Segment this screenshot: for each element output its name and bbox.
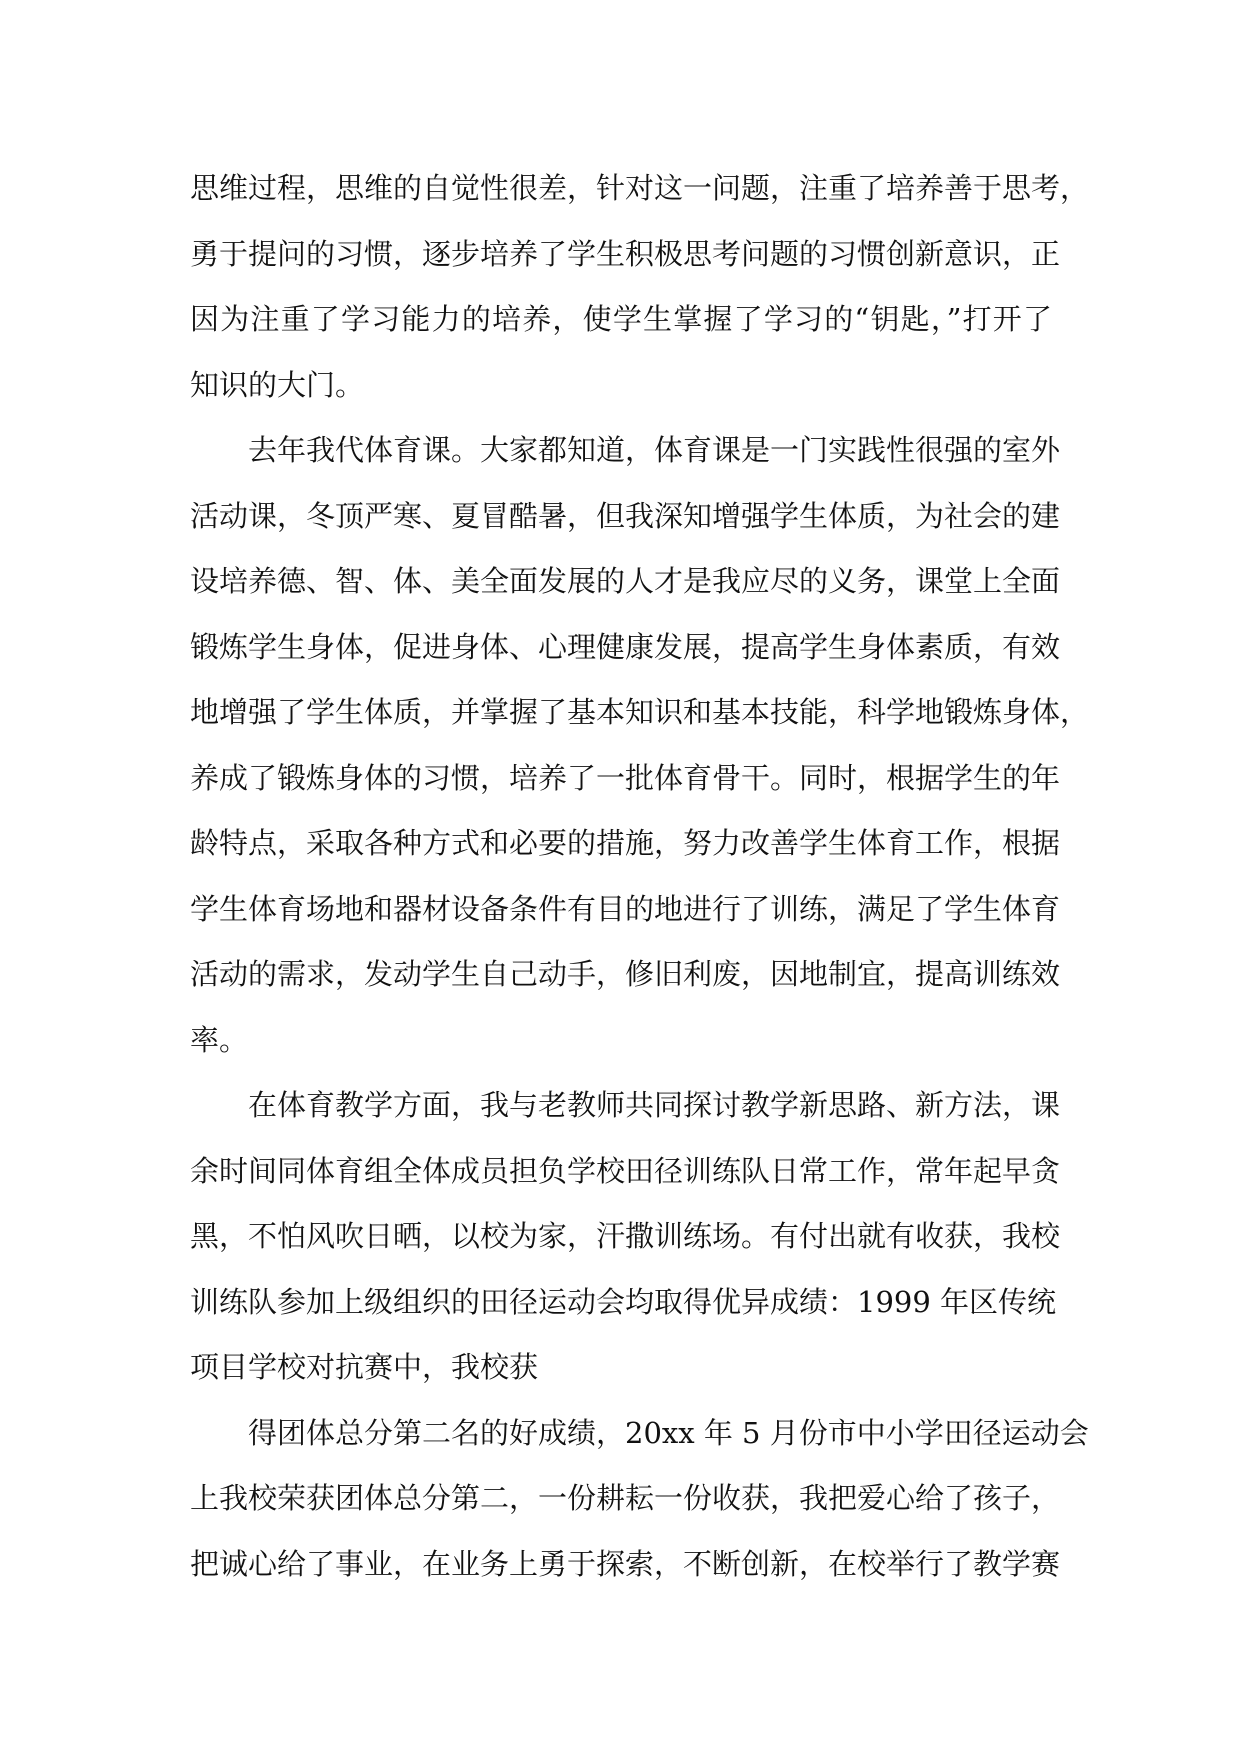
text-line: 养成了锻炼身体的习惯，培养了一批体育骨干。同时，根据学生的年 [190,760,1061,795]
text-line: 训练队参加上级组织的田径运动会均取得优异成绩：1999 年区传统 [190,1284,1057,1319]
text-line: 龄特点，采取各种方式和必要的措施，努力改善学生体育工作，根据 [190,826,1061,860]
text-line: 设培养德、智、体、美全面发展的人才是我应尽的义务，课堂上全面 [190,564,1061,598]
text-line: 思维过程，思维的自觉性很差，针对这一问题，注重了培养善于思考， [190,171,1090,205]
text-line: 得团体总分第二名的好成绩，20xx 年 5 月份市中小学田径运动会 [248,1415,1089,1450]
text-line: 因为注重了学习能力的培养，使学生掌握了学习的“钥匙，”打开了 [190,302,1052,336]
text-line: 活动的需求，发动学生自己动手，修旧利废，因地制宜，提高训练效 [190,957,1061,991]
text-line: 率。 [190,1022,249,1057]
text-line: 上我校荣获团体总分第二，一份耕耘一份收获，我把爱心给了孩子， [190,1481,1061,1515]
text-line: 余时间同体育组全体成员担负学校田径训练队日常工作，常年起早贪 [190,1153,1061,1188]
text-line: 项目学校对抗赛中，我校获 [190,1350,539,1384]
text-line: 知识的大门。 [190,367,365,402]
text-line: 活动课，冬顶严寒、夏冒酷暑，但我深知增强学生体质，为社会的建 [190,498,1061,533]
text-line: 学生体育场地和器材设备条件有目的地进行了训练，满足了学生体育 [190,891,1061,926]
text-line: 地增强了学生体质，并掌握了基本知识和基本技能，科学地锻炼身体， [190,695,1090,729]
text-line: 把诚心给了事业，在业务上勇于探索，不断创新，在校举行了教学赛 [190,1546,1061,1581]
body-text [190,156,1090,1597]
text-line: 在体育教学方面，我与老教师共同探讨教学新思路、新方法，课 [248,1088,1061,1122]
text-line: 锻炼学生身体，促进身体、心理健康发展，提高学生身体素质，有效 [190,629,1061,664]
text-line: 去年我代体育课。大家都知道，体育课是一门实践性很强的室外 [248,433,1061,467]
text-line: 勇于提问的习惯，逐步培养了学生积极思考问题的习惯创新意识，正 [190,236,1061,271]
text-line: 黑，不怕风吹日晒，以校为家，汗撒训练场。有付出就有收获，我校 [190,1219,1061,1253]
